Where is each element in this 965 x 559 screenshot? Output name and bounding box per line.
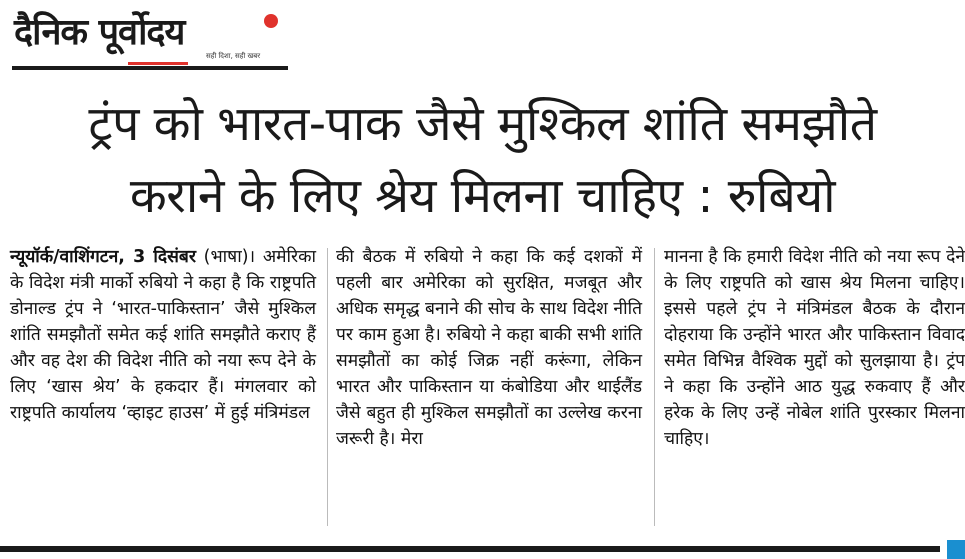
masthead	[8, 2, 288, 70]
headline	[0, 88, 965, 232]
article-column-2	[336, 244, 642, 452]
article-column-2-text: की बैठक में रुबियो ने कहा कि कई दशकों में पहली बार अमेरिका को सुरक्षित, मजबूत और अधिक समृद्ध बनाने की सोच के साथ विदेश नीति पर काम हुआ है। रुबियो ने कहा बाकी सभी शांति समझौतों का कोई जिक्र नहीं करूंगा, लेकिन भारत और पाकिस्तान या कंबोडिया और थाईलैंड जैसे बहुत ही मुश्किल समझौतों का उल्लेख करना जरूरी है। मेरा	[336, 247, 642, 449]
masthead-rule	[12, 66, 288, 70]
masthead-tagline: सही दिशा, सही खबर	[206, 52, 261, 60]
masthead-accent-bar	[128, 62, 188, 65]
masthead-dot-icon	[264, 14, 278, 28]
masthead-title: दैनिक पूर्वोदय	[14, 12, 185, 53]
article-column-3-text: मानना है कि हमारी विदेश नीति को नया रूप देने के लिए राष्ट्रपति को खास श्रेय मिलना चाहिए। इससे पहले ट्रंप ने मंत्रिमंडल बैठक के दौरान दोहराया कि उन्होंने भारत और पाकिस्तान विवाद समेत विभिन्न वैश्विक मुद्दों को सुलझाया है। ट्रंप ने कहा कि उन्होंने आठ युद्ध रुकवाए हैं और हरेक के लिए उन्हें नोबेल शांति पुरस्कार मिलना चाहिए।	[664, 247, 965, 449]
article-column-1	[10, 244, 316, 426]
article-column-3	[664, 244, 965, 452]
headline-line-1: ट्रंप को भारत-पाक जैसे मुश्किल शांति समझौते	[88, 96, 877, 152]
column-divider	[327, 248, 328, 526]
article-dateline: न्यूयॉर्क/वाशिंगटन, 3 दिसंबर	[10, 247, 196, 267]
article-column-1-text: (भाषा)। अमेरिका के विदेश मंत्री मार्को रुबियो ने कहा है कि राष्ट्रपति डोनाल्ड ट्रंप ने ‘भारत-पाकिस्तान’ जैसे मुश्किल शांति समझौतों समेत कई शांति समझौते कराए हैं और वह देश की विदेश नीति को नया रूप देने के लिए ‘खास श्रेय’ के हकदार हैं। मंगलवार को राष्ट्रपति कार्यालय ‘व्हाइट हाउस’ में हुई मंत्रिमंडल	[10, 247, 316, 423]
headline-line-2: कराने के लिए श्रेय मिलना चाहिए : रुबियो	[129, 168, 836, 224]
corner-block	[947, 540, 965, 559]
column-divider	[654, 248, 655, 526]
bottom-rule	[0, 546, 940, 552]
